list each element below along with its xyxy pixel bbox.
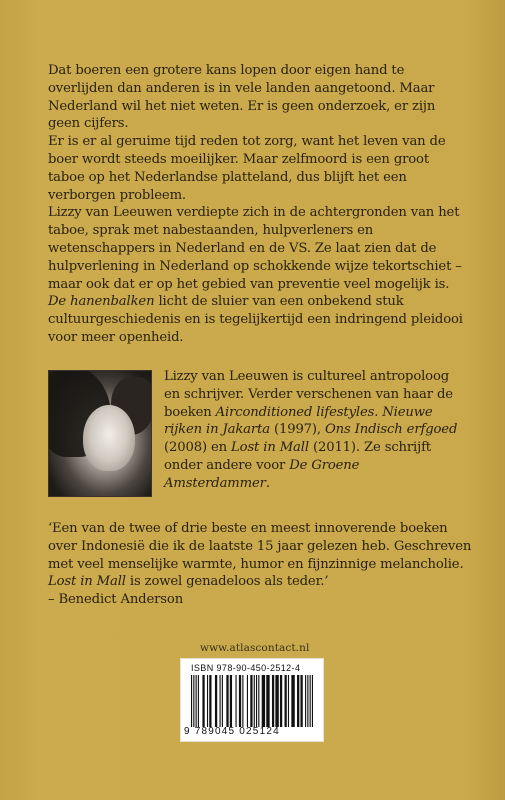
barcode-bar [226,675,228,727]
blurb-paragraph-1: Dat boeren een grotere kans lopen door eigen hand te overlijden dan anderen is in vele landen aangetoond. Maar Nederland wil het niet weten. Er is geen onderzoek, er zijn geen cijfers. [48,63,436,132]
barcode-bar [215,675,217,727]
author-book-2-year: (2008) en [164,440,232,456]
author-bio-intro: Lizzy van Leeuwen is cultureel antropoloog en schrijver. Verder verschenen van haar de boeken [164,369,453,420]
barcode-bar [266,675,269,727]
author-book-1-year: (1997), [269,422,325,438]
barcode-bar [193,675,194,727]
barcode-bar [191,675,192,727]
barcode-bar [312,675,313,727]
barcode-bar [250,675,252,727]
author-bio-end: . [265,475,270,491]
barcode-bar [202,675,204,727]
author-magazine: De Groene Amsterdammer [164,457,360,491]
review-quote-text [48,520,473,591]
review-quote-part-1: ‘Een van de twee of drie beste en meest innoverende boeken over Indonesië die ik de laatste 15 jaar gelezen heb. Geschreven met veel menselijke warmte, humor en fijnzinnige melancholie. [48,521,472,572]
barcode-bar [272,675,274,727]
barcode-bar [262,675,265,727]
author-bio-text [164,368,464,493]
barcode-label [180,658,324,742]
ean-digits: 9 789045 025124 [184,726,280,737]
author-bio [164,368,464,493]
review-quote [48,520,473,609]
barcode-bar [254,675,255,727]
barcode-bar [207,675,208,727]
barcode-bar [258,675,259,727]
barcode-bar [305,675,306,727]
barcode-bar [239,675,241,727]
review-quote-part-2: is zowel genadeloos als teder.’ [125,574,329,590]
author-photo [48,370,152,497]
barcode-bar [297,675,299,727]
barcode-bar [242,675,243,727]
barcode-bar [247,675,248,727]
blurb-paragraph-2: Er is er al geruime tijd reden tot zorg, want het leven van de boer wordt steeds moeilijker. Maar zelfmoord is een groot taboe op het Nederlandse platteland, dus blijft het een verborgen probleem. [48,134,446,203]
barcode-bar [310,675,311,727]
barcode-bars [191,675,313,727]
review-attribution: – Benedict Anderson [48,592,184,608]
blurb-text [48,56,468,347]
review-quote-book: Lost in Mall [48,574,126,590]
blurb-paragraph-4 [48,293,468,346]
barcode-bar [235,675,236,727]
barcode-bar [198,675,199,727]
barcode-bar [220,675,221,727]
barcode-bar [256,675,257,727]
barcode-bar [196,675,197,727]
barcode-bar [230,675,232,727]
author-book-3-year: (2011). Ze schrijft onder andere voor [164,440,431,473]
author-book-1: Airconditioned lifestyles. Nieuwe rijken in Jakarta [164,404,433,438]
publisher-website: www.atlascontact.nl [200,642,310,654]
author-book-2: Ons Indisch erfgoed [325,422,458,438]
author-photo-face [83,405,135,471]
barcode-bar [288,675,289,727]
barcode-bar [285,675,287,727]
isbn-text: ISBN 978-90-450-2512-4 [191,663,301,673]
blurb-paragraph-4-text: licht de sluier van een onbekend stuk cultuurgeschiedenis en is tegelijkertijd een indringend pleidooi voor meer openheid. [48,294,463,345]
barcode-bar [222,675,223,727]
barcode-bar [209,675,211,727]
barcode-bar [307,675,308,727]
barcode-bar [275,675,278,727]
barcode-bar [291,675,294,727]
barcode-bar [280,675,282,727]
book-title: De hanenbalken [48,294,155,310]
barcode-bar [300,675,302,727]
blurb-paragraph-3: Lizzy van Leeuwen verdiepte zich in de achtergronden van het taboe, sprak met nabestaanden, hulpverleners en wetenschappers in Nederland en de VS. Ze laat zien dat de hulpverlening in Nederland op schokkende wijze tekortschiet – maar ook dat er op het gebied van preventie veel mogelijk is. [48,205,462,292]
author-book-3: Lost in Mall [231,440,309,456]
